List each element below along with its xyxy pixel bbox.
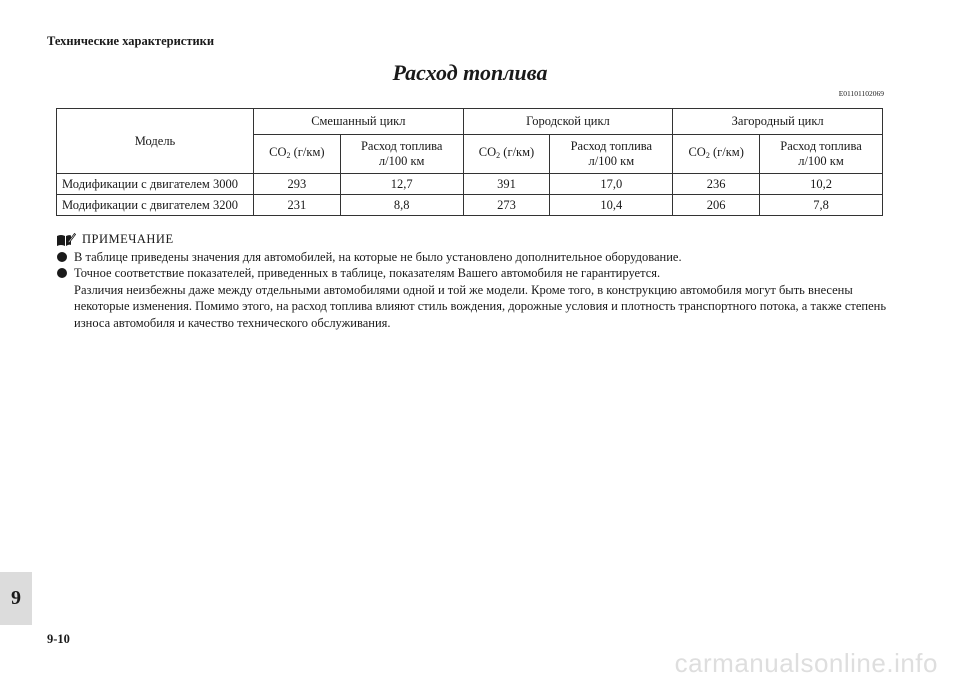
model-cell: Модификации с двигателем 3000 <box>57 174 254 195</box>
value-cell: 12,7 <box>340 174 463 195</box>
fuel-header: Расход топлива л/100 км <box>550 135 673 174</box>
co2-header: $CO_2$ (г/км) <box>463 135 550 174</box>
bullet-icon <box>57 268 67 278</box>
value-cell: 293 <box>254 174 341 195</box>
group-header-combined: Смешанный цикл <box>254 109 464 135</box>
group-header-extra-urban: Загородный цикл <box>673 109 883 135</box>
note-list <box>56 249 896 332</box>
group-header-urban: Городской цикл <box>463 109 673 135</box>
fuel-consumption-table <box>56 108 883 216</box>
value-cell: 236 <box>673 174 760 195</box>
value-cell: 391 <box>463 174 550 195</box>
bullet-icon <box>57 252 67 262</box>
note-block <box>56 231 896 331</box>
value-cell: 17,0 <box>550 174 673 195</box>
page-title: Расход топлива <box>392 60 548 85</box>
chapter-tab: 9 <box>0 572 32 625</box>
value-cell: 206 <box>673 195 760 216</box>
value-cell: 10,2 <box>760 174 883 195</box>
fuel-header: Расход топлива л/100 км <box>760 135 883 174</box>
watermark: carmanualsonline.info <box>674 648 938 678</box>
section-header: Технические характеристики <box>47 34 215 48</box>
co2-header: $CO_2$ (г/км) <box>673 135 760 174</box>
table-row <box>57 195 883 216</box>
document-code: E01101102069 <box>838 89 884 98</box>
value-cell: 8,8 <box>340 195 463 216</box>
note-header <box>56 231 896 248</box>
table-header-row <box>57 109 883 135</box>
list-item: В таблице приведены значения для автомобилей, на которые не было установлено дополнительное оборудование. <box>56 249 896 266</box>
table-row <box>57 174 883 195</box>
note-pen-icon <box>56 232 76 247</box>
note-title: ПРИМЕЧАНИЕ <box>82 232 174 246</box>
fuel-header: Расход топлива л/100 км <box>340 135 463 174</box>
value-cell: 7,8 <box>760 195 883 216</box>
value-cell: 231 <box>254 195 341 216</box>
list-item: Точное соответствие показателей, приведенных в таблице, показателям Вашего автомобиля не гарантируется. Различия неизбежны даже между отдельными автомобилями одной и той же модели. Кроме того, в конструкцию автомобиля могут быть внесены некоторые изменения. Помимо этого, на расход топлива влияют стиль вождения, дорожные условия и плотность транспортного потока, а также степень износа автомобиля и качество технического обслуживания. <box>56 265 896 331</box>
value-cell: 273 <box>463 195 550 216</box>
value-cell: 10,4 <box>550 195 673 216</box>
model-cell: Модификации с двигателем 3200 <box>57 195 254 216</box>
page-number: 9-10 <box>47 632 70 646</box>
co2-header: $CO_2$ (г/км) <box>254 135 341 174</box>
model-header: Модель <box>57 109 254 174</box>
